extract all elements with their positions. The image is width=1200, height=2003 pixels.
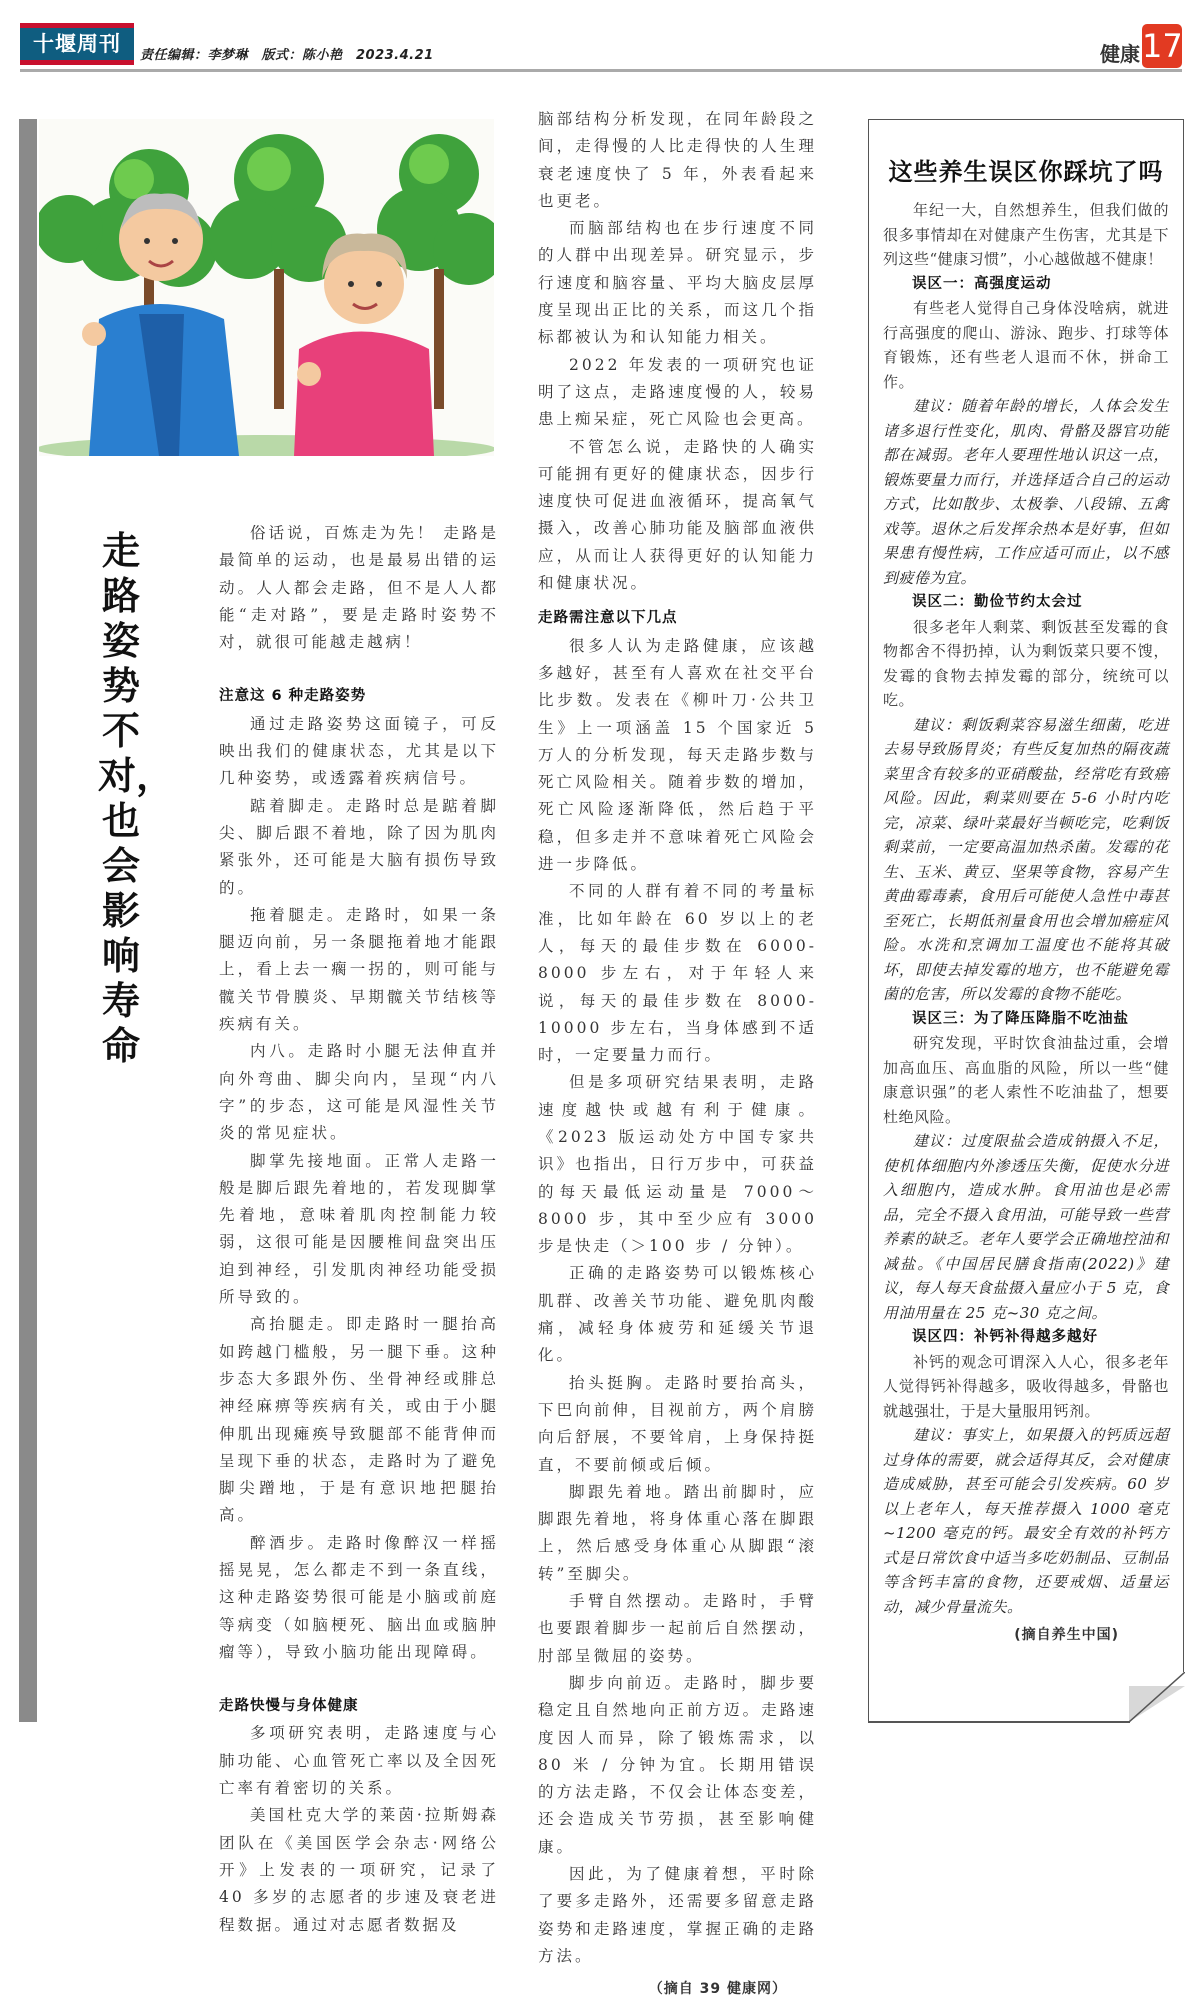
sidebar-title: 这些养生误区你踩坑了吗	[888, 157, 1164, 186]
advice-paragraph: 建议：随着年龄的增长，人体会发生诸多退行性变化，肌肉、骨骼及器官功能都在减弱。老年人要理性地认识这一点，锻炼要量力而行，并选择适合自己的运动方式，比如散步、太极拳、八段锦、五禽戏等。退休之后发挥余热本是好事，但如果患有慢性病，工作应适可而止，以不感到疲倦为宜。	[883, 397, 1169, 587]
paragraph: 不同的人群有着不同的考量标准，比如年龄在 60 岁以上的老人，每天的最佳步数在 6000-8000 步左右，对于年轻人来说，每天的最佳步数在 8000-10000 步左右，当身体感到不适时，一定要量力而行。	[538, 882, 817, 1065]
section-heading: 走路需注意以下几点	[538, 610, 678, 627]
section-heading: 误区一：高强度运动	[912, 275, 1052, 292]
article-column-2	[538, 106, 817, 2003]
article-title: 走路姿势不对，也会影响寿命	[98, 528, 175, 1068]
sidebar-body	[883, 198, 1169, 1648]
advice-paragraph: 建议：事实上，如果摄入的钙质远超过身体的需要，就会适得其反，会对健康造成威胁，甚至可能会引发疾病。60 岁以上老年人，每天推荐摄入 1000 毫克~1200 毫克的钙。最安全有效的补钙方式是日常饮食中适当多吃奶制品、豆制品等含钙丰富的食物，还要戒烟、适量运动，减少骨量流失。	[883, 1426, 1169, 1616]
paragraph: 正确的走路姿势可以锻炼核心肌群、改善关节功能、避免肌肉酸痛，减轻身体疲劳和延缓关节退化。	[538, 1264, 817, 1365]
paragraph: 研究发现，平时饮食油盐过重，会增加高血压、高血脂的风险，所以一些“健康意识强”的老人索性不吃油盐了，想要杜绝风险。	[883, 1034, 1169, 1126]
section-name: 健康	[1100, 42, 1140, 66]
page-number-badge: 17	[1142, 24, 1182, 68]
section-heading: 误区二：勤俭节约太会过	[912, 594, 1083, 610]
paragraph: 手臂自然摆动。走路时，手臂也要跟着脚步一起前后自然摆动，肘部呈微屈的姿势。	[538, 1592, 817, 1665]
paragraph: 多项研究表明，走路速度与心肺功能、心血管死亡率以及全因死亡率有着密切的关系。	[219, 1724, 499, 1798]
paragraph: 通过走路姿势这面镜子，可反映出我们的健康状态，尤其是以下几种姿势，或透露着疾病信号。	[219, 714, 499, 788]
paragraph: 高抬腿走。即走路时一腿抬高如跨越门槛般，另一腿下垂。这种步态大多跟外伤、坐骨神经或腓总神经麻痹等疾病有关，或由于小腿伸肌出现瘫痪导致腿部不能背伸而呈现下垂的状态，走路时为了避免脚尖蹭地，于是有意识地把腿抬高。	[219, 1315, 499, 1525]
sidebar-box	[868, 119, 1184, 1722]
advice-paragraph: 建议：过度限盐会造成钠摄入不足，使机体细胞内外渗透压失衡，促使水分进入细胞内，造成水肿。食用油也是必需品，完全不摄入食用油，可能导致一些营养素的缺乏。老年人要学会正确地控油和减盐。《中国居民膳食指南(2022)》建议，每人每天食盐摄入量应小于 5 克，食用油用量在 25 克~30 克之间。	[883, 1132, 1169, 1322]
paragraph: 美国杜克大学的莱茵·拉斯姆森团队在《美国医学会杂志·网络公开》上发表的一项研究，记录了 40 多岁的志愿者的步速及衰老进程数据。通过对志愿者数据及	[219, 1806, 499, 1934]
paragraph: 内八。走路时小腿无法伸直并向外弯曲、脚尖向内，呈现“内八字”的步态，这可能是风湿性关节炎的常见症状。	[219, 1042, 499, 1143]
paragraph: 有些老人觉得自己身体没啥病，就进行高强度的爬山、游泳、跑步、打球等体育锻炼，还有些老人退而不休，拼命工作。	[883, 299, 1169, 391]
paragraph: 拖着腿走。走路时，如果一条腿迈向前，另一条腿拖着地才能跟上，看上去一瘸一拐的，则可能与髋关节骨膜炎、早期髋关节结核等疾病有关。	[219, 905, 499, 1034]
paragraph: 因此，为了健康着想，平时除了要多走路外，还需要多留意走路姿势和走路速度，掌握正确的走路方法。	[538, 1865, 817, 1965]
decorative-side-bar	[19, 119, 37, 1722]
paragraph: 脑部结构分析发现，在同年龄段之间，走得慢的人比走得快的人生理衰老速度快了 5 年，外表看起来也更老。	[538, 110, 817, 210]
paragraph: 不管怎么说，走路快的人确实可能拥有更好的健康状态，因步行速度快可促进血液循环，提高氧气摄入，改善心肺功能及脑部血液供应，从而让人获得更好的认知能力和健康状况。	[538, 437, 817, 593]
paragraph: 俗话说，百炼走为先！ 走路是最简单的运动，也是最易出错的运动。人人都会走路，但不是人人都能“走对路”，要是走路时姿势不对，就很可能越走越病！	[219, 524, 499, 652]
section-heading: 注意这 6 种走路姿势	[219, 688, 367, 705]
advice-paragraph: 建议：剩饭剩菜容易滋生细菌，吃进去易导致肠胃炎；有些反复加热的隔夜蔬菜里含有较多的亚硝酸盐，经常吃有致癌风险。因此，剩菜则要在 5-6 小时内吃完，凉菜、绿叶菜最好当顿吃完，吃剩饭剩菜前，一定要高温加热杀菌。发霉的花生、玉米、黄豆、坚果等食物，容易产生黄曲霉毒素，食用后可能使人急性中毒甚至死亡，长期低剂量食用也会增加癌症风险。水洗和烹调加工温度也不能将其破坏，即使去掉发霉的地方，也不能避免霉菌的危害，所以发霉的食物不能吃。	[883, 715, 1169, 1003]
paragraph: 脚掌先接地面。正常人走路一般是脚后跟先着地的，若发现脚掌先着地，意味着肌肉控制能力较弱，这很可能是因腰椎间盘突出压迫到神经，引发肌肉神经功能受损所导致的。	[219, 1151, 499, 1307]
paragraph: 很多人认为走路健康，应该越多越好，甚至有人喜欢在社交平台比步数。发表在《柳叶刀·公共卫生》上一项涵盖 15 个国家近 5 万人的分析发现，每天走路步数与死亡风险相关。随着步数的增加，死亡风险逐渐降低，然后趋于平稳，但多走并不意味着死亡风险会进一步降低。	[538, 636, 817, 874]
newspaper-logo: 十堰周刊	[20, 23, 134, 65]
editor-credits: 责任编辑：李梦琳 版式：陈小艳 2023.4.21	[140, 48, 434, 63]
section-heading: 误区三：为了降压降脂不吃油盐	[912, 1010, 1129, 1027]
paragraph: 补钙的观念可谓深入人心，很多老年人觉得钙补得越多，吸收得越多，骨骼也就越强壮，于是大量服用钙剂。	[883, 1352, 1169, 1420]
paragraph: 年纪一大，自然想养生，但我们做的很多事情却在对健康产生伤害，尤其是下列这些“健康习惯”，小心越做越不健康！	[883, 201, 1169, 268]
paragraph: 抬头挺胸。走路时要抬高头，下巴向前伸，目视前方，两个肩膀向后舒展，不要耸肩，上身保持挺直，不要前倾或后倾。	[538, 1373, 817, 1474]
paragraph: 脚步向前迈。走路时，脚步要稳定且自然地向正前方迈。走路速度因人而异，除了锻炼需求，以 80 米 / 分钟为宜。长期用错误的方法走路，不仅会让体态变差，还会造成关节劳损，甚至影响健康。	[538, 1673, 817, 1856]
elderly-couple-walking-illustration	[39, 119, 494, 456]
paragraph: 2022 年发表的一项研究也证明了这点，走路速度慢的人，较易患上痴呆症，死亡风险也会更高。	[538, 355, 817, 429]
paragraph: 但是多项研究结果表明，走路速度越快或越有利于健康。《2023 版运动处方中国专家共识》也指出，日行万步中，可获益的每天最低运动量是 7000～8000 步，其中至少应有 3000 步是快走（＞100 步 / 分钟）。	[538, 1073, 817, 1256]
paragraph: 而脑部结构也在步行速度不同的人群中出现差异。研究显示，步行速度和脑容量、平均大脑皮层厚度呈现出正比的关系，而这几个指标都被认为和认知能力相关。	[538, 219, 817, 347]
source-credit: (摘自养生中国)	[1014, 1627, 1119, 1643]
paragraph: 很多老年人剩菜、剩饭甚至发霉的食物都舍不得扔掉，认为剩饭菜只要不馊，发霉的食物去掉发霉的部分，统统可以吃。	[883, 617, 1169, 709]
sidebar-bottom-border	[868, 1721, 1130, 1723]
paragraph: 醉酒步。走路时像醉汉一样摇摇晃晃，怎么都走不到一条直线，这种走路姿势很可能是小脑或前庭等病变（如脑梗死、脑出血或脑肿瘤等），导致小脑功能出现障碍。	[219, 1533, 499, 1661]
article-column-1	[219, 520, 499, 1939]
source-credit: （摘自 39 健康网）	[648, 1981, 787, 1998]
section-heading: 走路快慢与身体健康	[219, 1698, 359, 1715]
section-heading: 误区四：补钙补得越多越好	[912, 1329, 1098, 1345]
header-rule	[20, 69, 1182, 72]
page-curl-corner	[1129, 1672, 1185, 1722]
paragraph: 脚跟先着地。踏出前脚时，应脚跟先着地，将身体重心落在脚跟上，然后感受身体重心从脚跟“滚转”至脚尖。	[538, 1482, 817, 1583]
paragraph: 踮着脚走。走路时总是踮着脚尖、脚后跟不着地，除了因为肌肉紧张外，还可能是大脑有损伤导致的。	[219, 796, 499, 897]
